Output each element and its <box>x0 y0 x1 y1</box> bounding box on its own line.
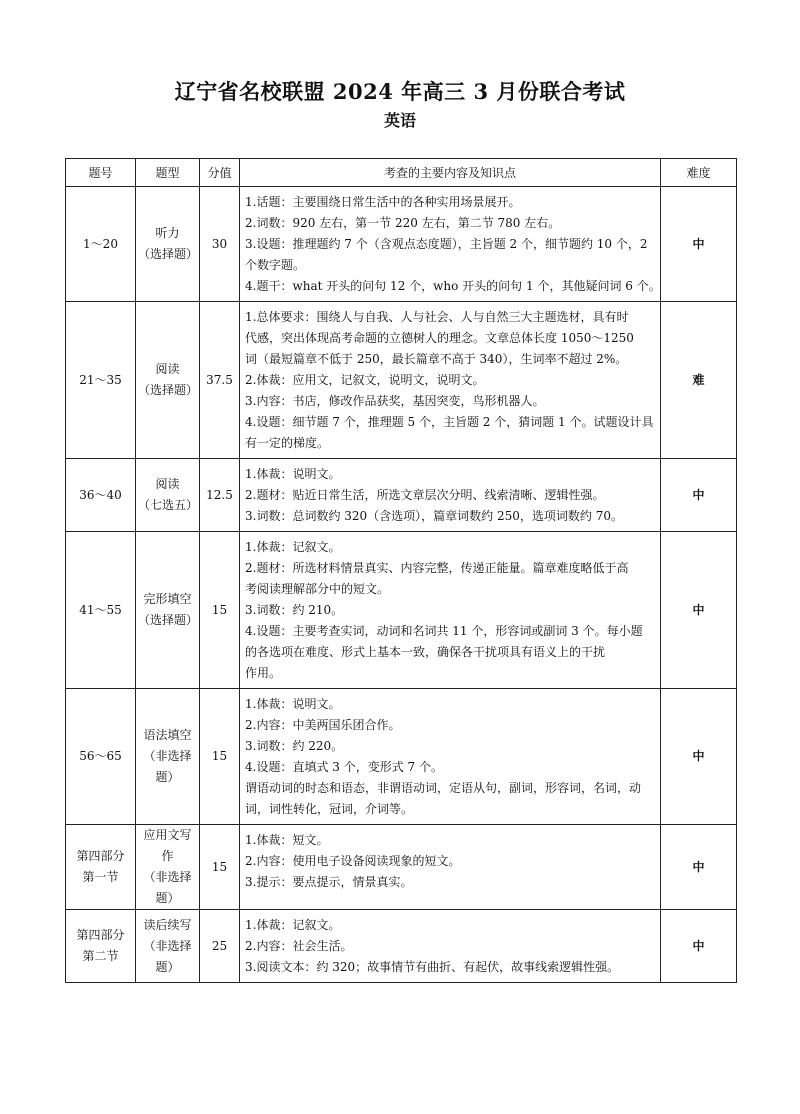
table-row <box>66 910 737 983</box>
question-type-cell-line: （非选择题） <box>143 870 192 905</box>
question-type-cell-line: （选择题） <box>138 613 199 627</box>
content-line: 词，词性转化，冠词，介词等。 <box>245 802 414 816</box>
question-number-cell-line: 56～65 <box>79 749 122 763</box>
page-title: 辽宁省名校联盟 2024 年高三 3 月份联合考试 <box>174 79 626 104</box>
content-cell <box>240 187 661 302</box>
header-number: 题号 <box>66 159 136 187</box>
content-cell <box>240 689 661 825</box>
question-type-cell <box>136 689 200 825</box>
content-line: 1.体裁：短文。 <box>245 833 329 847</box>
content-line: 3.词数：总词数约 320（含选项），篇章词数约 250，选项词数约 70。 <box>245 509 623 523</box>
question-type-cell-line: 阅读 <box>155 362 180 376</box>
question-type-cell-line: （选择题） <box>138 247 199 261</box>
content-line: 3.词数：约 220。 <box>245 739 344 753</box>
content-line: 2.内容：社会生活。 <box>245 939 353 953</box>
question-number-cell-line: 第四部分 <box>76 928 125 942</box>
score-cell: 12.5 <box>200 459 240 532</box>
content-line: 2.体裁：应用文，记叙文，说明文，说明文。 <box>245 373 485 387</box>
question-number-cell-line: 21～35 <box>79 372 122 387</box>
difficulty-cell: 中 <box>661 459 737 532</box>
content-line: 1.体裁：记叙文。 <box>245 540 341 554</box>
question-type-cell <box>136 302 200 459</box>
question-number-cell <box>66 302 136 459</box>
score-cell: 15 <box>200 532 240 689</box>
content-line: 的各选项在难度、形式上基本一致，确保各干扰项具有语义上的干扰 <box>245 645 606 659</box>
content-line: 有一定的梯度。 <box>245 436 330 450</box>
difficulty-cell: 难 <box>661 302 737 459</box>
question-number-cell <box>66 459 136 532</box>
content-line: 2.题材：所选材料情景真实、内容完整，传递正能量。篇章难度略低于高 <box>245 561 629 575</box>
question-type-cell <box>136 910 200 983</box>
table-row <box>66 825 737 910</box>
question-type-cell-line: 语法填空 <box>143 728 192 742</box>
question-type-cell <box>136 825 200 910</box>
content-line: 2.内容：使用电子设备阅读现象的短文。 <box>245 854 461 868</box>
question-type-cell-line: （选择题） <box>138 383 199 397</box>
difficulty-cell: 中 <box>661 689 737 825</box>
question-number-cell-line: 第二节 <box>82 949 119 963</box>
question-number-cell-line: 36～40 <box>79 487 122 502</box>
question-number-cell <box>66 532 136 689</box>
question-type-cell-line: 完形填空 <box>143 592 192 606</box>
score-cell: 30 <box>200 187 240 302</box>
content-line: 3.阅读文本：约 320；故事情节有曲折、有起伏，故事线索逻辑性强。 <box>245 960 620 974</box>
table-row <box>66 532 737 689</box>
question-type-cell <box>136 532 200 689</box>
question-type-cell-line: （非选择题） <box>143 938 192 974</box>
header-content: 考查的主要内容及知识点 <box>240 159 661 187</box>
header-type: 题型 <box>136 159 200 187</box>
question-number-cell <box>66 910 136 983</box>
question-type-cell-line: 听力 <box>155 226 180 240</box>
question-number-cell-line: 41～55 <box>79 602 122 617</box>
score-cell: 37.5 <box>200 302 240 459</box>
question-number-cell-line: 第四部分 <box>76 849 125 863</box>
content-line: 1.体裁：说明文。 <box>245 697 341 711</box>
content-cell <box>240 459 661 532</box>
content-line: 1.体裁：记叙文。 <box>245 918 341 932</box>
difficulty-cell: 中 <box>661 187 737 302</box>
content-line: 3.词数：约 210。 <box>245 603 344 617</box>
question-type-cell-line: （非选择题） <box>143 749 192 784</box>
table-body <box>66 187 737 983</box>
difficulty-cell: 中 <box>661 910 737 983</box>
score-cell: 15 <box>200 825 240 910</box>
content-line: 1.总体要求：围绕人与自我、人与社会、人与自然三大主题选材，具有时 <box>245 310 629 324</box>
content-line: 4.题干：what 开头的问句 12 个，who 开头的问句 1 个，其他疑问词 6 个。 <box>245 279 661 293</box>
content-line: 3.设题：推理题约 7 个（含观点态度题），主旨题 2 个，细节题约 10 个，2 <box>245 237 648 251</box>
table-row <box>66 459 737 532</box>
score-cell: 15 <box>200 689 240 825</box>
question-type-cell-line: 应用文写作 <box>143 828 192 863</box>
table-row <box>66 689 737 825</box>
content-cell <box>240 532 661 689</box>
content-line: 1.话题：主要围绕日常生活中的各种实用场景展开。 <box>245 195 521 209</box>
content-line: 4.设题：直填式 3 个，变形式 7 个。 <box>245 760 443 774</box>
question-number-cell <box>66 187 136 302</box>
question-type-cell-line: （七选五） <box>138 498 199 512</box>
question-number-cell-line: 1～20 <box>83 236 118 251</box>
question-number-cell <box>66 689 136 825</box>
content-line: 4.设题：主要考查实词，动词和名词共 11 个，形容词或副词 3 个。每小题 <box>245 624 643 638</box>
question-number-cell-line: 第一节 <box>82 870 119 884</box>
content-line: 2.词数：920 左右，第一节 220 左右，第二节 780 左右。 <box>245 216 561 230</box>
content-line: 谓语动词的时态和语态，非谓语动词，定语从句，副词，形容词，名词，动 <box>245 781 642 795</box>
content-cell <box>240 910 661 983</box>
content-line: 1.体裁：说明文。 <box>245 467 341 481</box>
difficulty-cell: 中 <box>661 825 737 910</box>
content-cell <box>240 302 661 459</box>
table-row <box>66 302 737 459</box>
content-line: 3.内容：书店，修改作品获奖，基因突变，鸟形机器人。 <box>245 394 545 408</box>
score-cell: 25 <box>200 910 240 983</box>
content-cell <box>240 825 661 910</box>
table-row <box>66 187 737 302</box>
question-type-cell <box>136 459 200 532</box>
content-line: 代感，突出体现高考命题的立德树人的理念。文章总体长度 1050～1250 <box>245 331 634 345</box>
subject-title: 英语 <box>383 111 416 130</box>
header-difficulty: 难度 <box>661 159 737 187</box>
content-line: 2.内容：中美两国乐团合作。 <box>245 718 401 732</box>
content-line: 作用。 <box>245 666 282 680</box>
exam-analysis-table <box>65 158 737 983</box>
question-type-cell-line: 读后续写 <box>143 917 192 932</box>
content-line: 2.题材：贴近日常生活，所选文章层次分明、线索清晰、逻辑性强。 <box>245 488 605 502</box>
content-line: 考阅读理解部分中的短文。 <box>245 582 390 596</box>
difficulty-cell: 中 <box>661 532 737 689</box>
question-number-cell <box>66 825 136 910</box>
question-type-cell-line: 阅读 <box>155 477 180 491</box>
header-score: 分值 <box>200 159 240 187</box>
content-line: 4.设题：细节题 7 个，推理题 5 个，主旨题 2 个，猜词题 1 个。试题设计具 <box>245 415 654 429</box>
question-type-cell <box>136 187 200 302</box>
content-line: 个数字题。 <box>245 258 306 272</box>
table-header-row <box>66 159 737 187</box>
content-line: 3.提示：要点提示，情景真实。 <box>245 875 413 889</box>
content-line: 词（最短篇章不低于 250，最长篇章不高于 340），生词率不超过 2%。 <box>245 352 628 366</box>
